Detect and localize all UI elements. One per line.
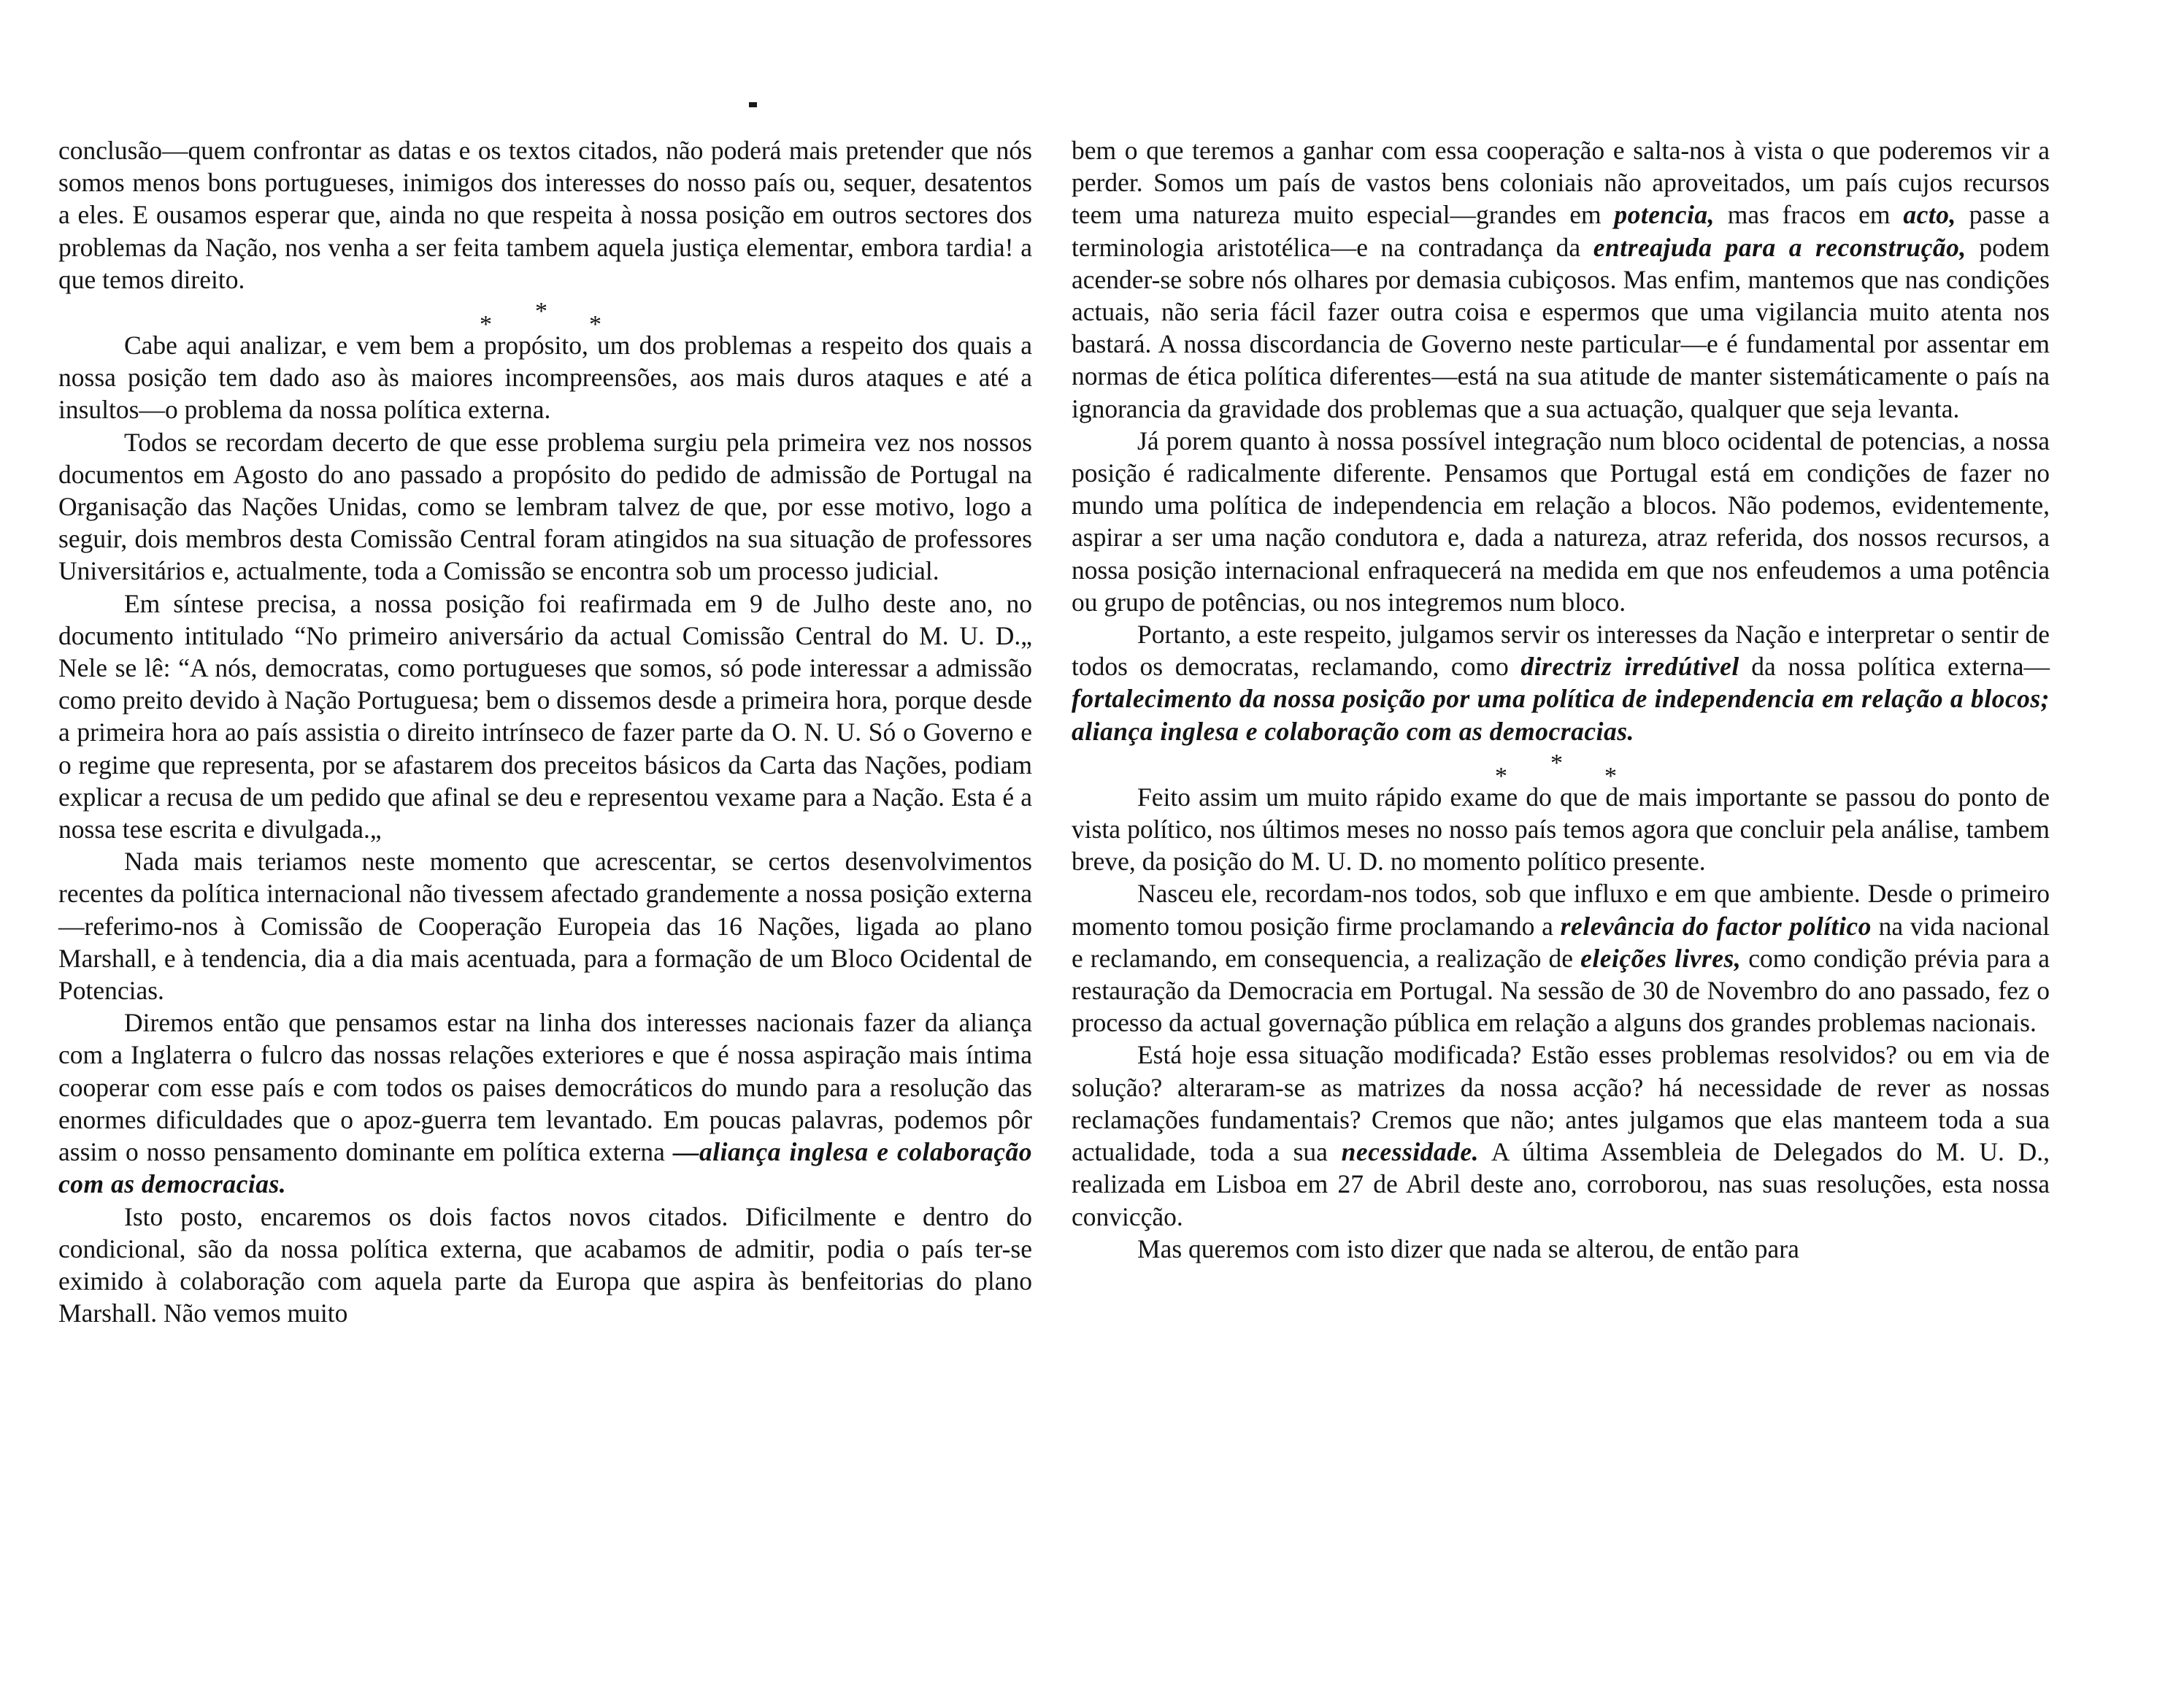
paragraph: Nasceu ele, recordam-nos todos, sob que influxo e em que ambiente. Desde o primeiro momento tomou posição firme proclamando a relevância do factor político na vida nacional e reclamando, em consequencia, a realização de eleições livres, como condição prévia para a restauração da Democracia em Portugal. Na sessão de 30 de Novembro do ano passado, fez o processo da actual governação pública em relação a alguns dos grandes problemas nacionais.: [1072, 879, 2050, 1038]
emphasis: potencia,: [1614, 200, 1715, 230]
section-divider-asterisks: * * *: [1495, 749, 1617, 790]
left-column: [58, 134, 1032, 1329]
paragraph: conclusão—quem confrontar as datas e os textos citados, não poderá mais pretender que nós somos menos bons portugueses, inimigos dos interesses do nosso país ou, sequer, desatentos a eles. E ousamos esperar que, ainda no que respeita à nossa posição em outros sectores dos problemas da Nação, nos venha a ser feita tambem aquela justiça elementar, embora tardia! a que temos direito.: [58, 136, 1032, 294]
paragraph: Nada mais teriamos neste momento que acrescentar, se certos desenvolvimentos recentes da política internacional não tivessem afectado grandemente a nossa posição externa—referimo-nos à Comissão de Cooperação Europeia das 16 Nações, ligada ao plano Marshall, e à tendencia, dia a dia mais acentuada, para a formação de um Bloco Ocidental de Potencias.: [58, 847, 1032, 1006]
paragraph: Em síntese precisa, a nossa posição foi reafirmada em 9 de Julho deste ano, no documento intitulado “No primeiro aniversário da actual Comissão Central do M. U. D.„ Nele se lê: “A nós, democratas, como portugueses que somos, só pode interessar a admissão como preito devido à Nação Portuguesa; bem o dissemos desde a primeira hora, porque desde a primeira hora ao país assistia o direito intrínseco de fazer parte da O. N. U. Só o Governo e o regime que representa, por se afastarem dos preceitos básicos da Carta das Nações, podiam explicar a recusa de um pedido que afinal se deu e representou vexame para a Nação. Esta é a nossa tese escrita e divulgada.„: [58, 588, 1032, 844]
emphasis: directriz irredútivel: [1520, 652, 1739, 682]
paragraph: Todos se recordam decerto de que esse problema surgiu pela primeira vez nos nossos documentos em Agosto do ano passado a propósito do pedido de admissão de Portugal na Organisação das Nações Unidas, como se lembram talvez de que, por esse motivo, logo a seguir, dois membros desta Comissão Central foram atingidos na sua situação de professores Universitários e, actualmente, toda a Comissão se encontra sob um processo judicial.: [58, 427, 1032, 586]
section-divider-asterisks: * * *: [480, 298, 601, 339]
emphasis: relevância do factor político: [1560, 911, 1872, 941]
emphasis: eleições livres,: [1580, 943, 1742, 973]
paragraph: Portanto, a este respeito, julgamos servir os interesses da Nação e interpretar o sentir de todos os democratas, reclamando, como directriz irredútivel da nossa política externa—fortalecimento da nossa posição por uma política de independencia em relação a blocos; aliança inglesa e colaboração com as democracias.: [1072, 620, 2050, 746]
emphasis: —aliança inglesa e colaboração com as democracias.: [58, 1137, 1032, 1199]
paragraph: Diremos então que pensamos estar na linha dos interesses nacionais fazer da aliança com a Inglaterra o fulcro das nossas relações exteriores e que é nossa aspiração mais íntima cooperar com esse país e com todos os paises democráticos do mundo para a resolução das enormes dificuldades que o apoz-guerra tem levantado. Em poucas palavras, podemos pôr assim o nosso pensamento dominante em política externa —aliança inglesa e colaboração com as democracias.: [58, 1008, 1032, 1199]
paragraph: Está hoje essa situação modificada? Estão esses problemas resolvidos? ou em via de solução? alteraram-se as matrizes da nossa acção? há necessidade de rever as nossas reclamações fundamentais? Cremos que não; antes julgamos que elas manteem toda a sua actualidade, toda a sua necessidade. A última Assembleia de Delegados do M. U. D., realizada em Lisboa em 27 de Abril deste ano, corroborou, nas suas resoluções, esta nossa convicção.: [1072, 1040, 2050, 1231]
paragraph: Já porem quanto à nossa possível integração num bloco ocidental de potencias, a nossa posição é radicalmente diferente. Pensamos que Portugal está em condições de fazer no mundo uma política de independencia em relação a blocos. Não podemos, evidentemente, aspirar a ser uma nação condutora e, dada a natureza, atraz referida, dos nossos recursos, a nossa posição internacional enfraquecerá na medida em que nos enfeudemos a uma potência ou grupo de potências, ou nos integremos num bloco.: [1072, 426, 2050, 617]
paragraph: Feito assim um muito rápido exame do que de mais importante se passou do ponto de vista político, nos últimos meses no nosso país temos agora que concluir pela análise, tambem breve, da posição do M. U. D. no momento político presente.: [1072, 782, 2050, 877]
paragraph: Isto posto, encaremos os dois factos novos citados. Dificilmente e dentro do condicional, são da nossa política externa, que acabamos de admitir, podia o país ter-se eximido à colaboração com aquela parte da Europa que aspira às benfeitorias do plano Marshall. Não vemos muito: [58, 1201, 1032, 1328]
emphasis: acto,: [1903, 200, 1956, 230]
paragraph: Mas queremos com isto dizer que nada se alterou, de então para: [1137, 1233, 1799, 1263]
emphasis: necessidade.: [1341, 1137, 1480, 1167]
emphasis: entreajuda para a reconstrução,: [1593, 232, 1966, 262]
page-mark: [749, 102, 757, 107]
paragraph: Cabe aqui analizar, e vem bem a propósito, um dos problemas a respeito dos quais a nossa posição tem dado aso às maiores incompreensões, aos mais duros ataques e até a insultos—o problema da nossa política externa.: [58, 331, 1032, 425]
emphasis: fortalecimento da nossa posição por uma política de independencia em relação a blocos; aliança inglesa e colaboração com as democracias.: [1072, 684, 2050, 746]
right-column: [1072, 134, 2050, 1265]
paragraph: bem o que teremos a ganhar com essa cooperação e salta-nos à vista o que poderemos vir a perder. Somos um país de vastos bens coloniais não aproveitados, um país cujos recursos teem uma natureza muito especial—grandes em potencia, mas fracos em acto, passe a terminologia aristotélica—e na contradança da entreajuda para a reconstrução, podem acender-se sobre nós olhares por demasia cubiçosos. Mas enfim, mantemos que nas condições actuais, não seria fácil fazer outra coisa e espermos que uma vigilancia muito atenta nos bastará. A nossa discordancia de Governo neste particular—e é fundamental por assentar em normas de ética política diferentes—está na sua atitude de manter sistemáticamente o país na ignorancia da gravidade dos problemas que a sua actuação, qualquer que seja levanta.: [1072, 136, 2050, 423]
